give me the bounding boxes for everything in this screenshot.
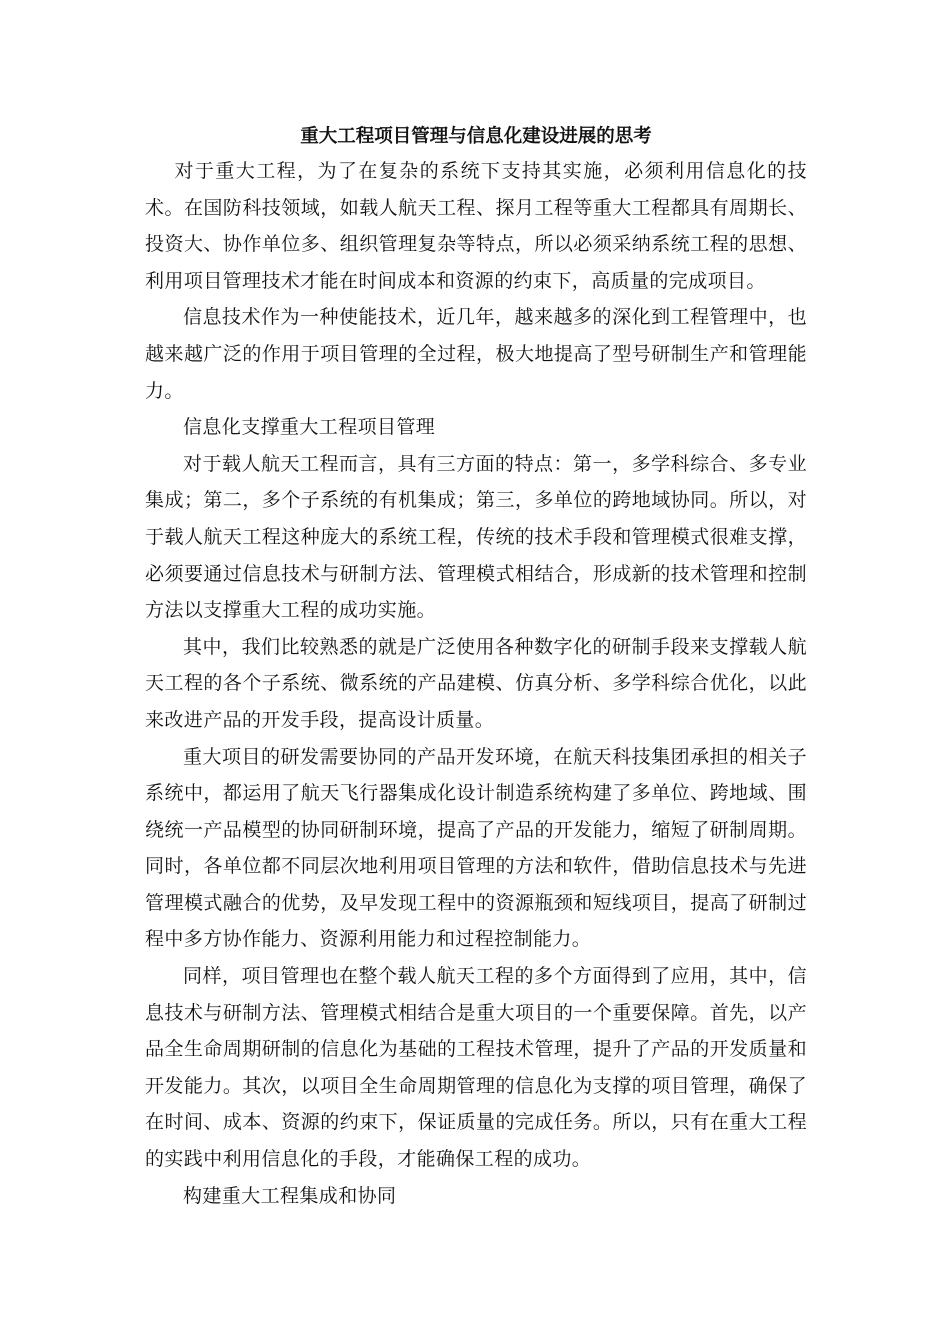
section-heading: 信息化支撑重大工程项目管理 xyxy=(183,416,436,439)
paragraph: 同样，项目管理也在整个载人航天工程的多个方面得到了应用，其中，信息技术与研制方法、管理模式相结合是重大项目的一个重要保障。首先，以产品全生命周期研制的信息化为基础的工程技术管理，提升了产品的开发质量和开发能力。其次，以项目全生命周期管理的信息化为支撑的项目管理，确保了在时间、成本、资源的约束下，保证质量的完成任务。所以，只有在重大工程的实践中利用信息化的手段，才能确保工程的成功。 xyxy=(145,965,807,1171)
document-title: 重大工程项目管理与信息化建设进展的思考 xyxy=(300,126,652,147)
paragraph: 其中，我们比较熟悉的就是广泛使用各种数字化的研制手段来支撑载人航天工程的各个子系统、微系统的产品建模、仿真分析、多学科综合优化，以此来改进产品的开发手段，提高设计质量。 xyxy=(145,635,807,731)
paragraph: 重大项目的研发需要协同的产品开发环境，在航天科技集团承担的相关子系统中，都运用了航天飞行器集成化设计制造系统构建了多单位、跨地域、围绕统一产品模型的协同研制环境，提高了产品的开发能力，缩短了研制周期。同时，各单位都不同层次地利用项目管理的方法和软件，借助信息技术与先进管理模式融合的优势，及早发现工程中的资源瓶颈和短线项目，提高了研制过程中多方协作能力、资源利用能力和过程控制能力。 xyxy=(145,745,807,951)
paragraph: 信息技术作为一种使能技术，近几年，越来越多的深化到工程管理中，也越来越广泛的作用于项目管理的全过程，极大地提高了型号研制生产和管理能力。 xyxy=(145,306,807,402)
section-heading: 构建重大工程集成和协同 xyxy=(183,1184,397,1207)
paragraph: 对于重大工程，为了在复杂的系统下支持其实施，必须利用信息化的技术。在国防科技领域，如载人航天工程、探月工程等重大工程都具有周期长、投资大、协作单位多、组织管理复杂等特点，所以必须采纳系统工程的思想、利用项目管理技术才能在时间成本和资源的约束下，高质量的完成项目。 xyxy=(145,160,807,292)
document-body xyxy=(145,153,807,1214)
paragraph: 对于载人航天工程而言，具有三方面的特点：第一，多学科综合、多专业集成；第二，多个子系统的有机集成；第三，多单位的跨地域协同。所以，对于载人航天工程这种庞大的系统工程，传统的技术手段和管理模式很难支撑，必须要通过信息技术与研制方法、管理模式相结合，形成新的技术管理和控制方法以支撑重大工程的成功实施。 xyxy=(145,452,807,622)
